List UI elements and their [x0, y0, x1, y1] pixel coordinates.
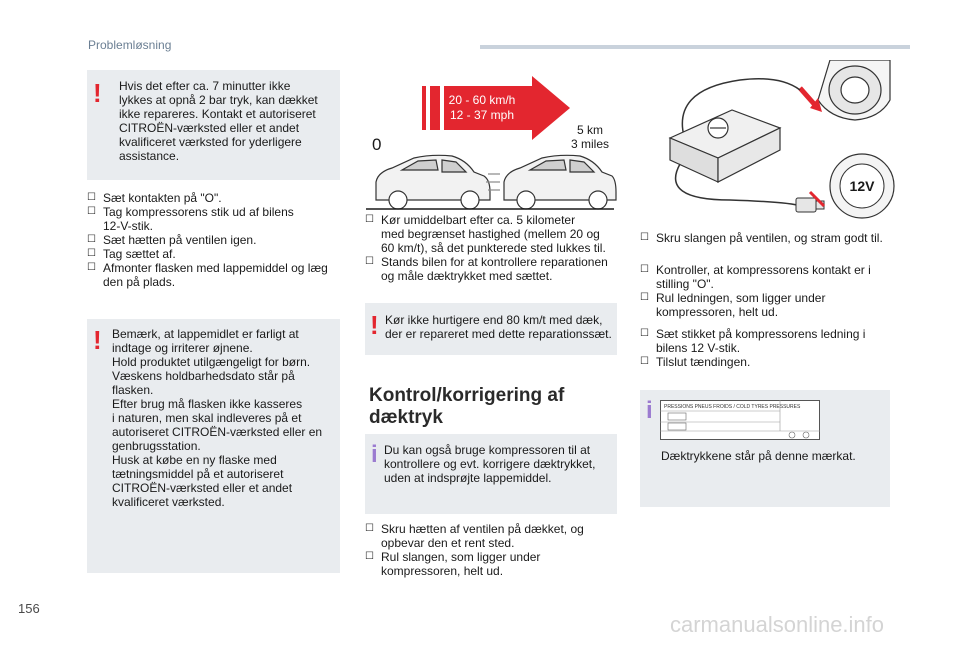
warning-icon: !	[93, 325, 102, 355]
checkbox-icon: ☐	[365, 256, 374, 267]
list-item: ☐ Skru slangen på ventilen, og stram godt til.	[640, 231, 883, 245]
section-title: Problemløsning	[88, 38, 172, 52]
list-item: ☐ Sæt hætten på ventilen igen.	[87, 233, 257, 247]
list-item: ☐ Stands bilen for at kontrollere reparationen og måle dæktrykket med sættet.	[365, 255, 608, 283]
compressor-icon	[670, 110, 780, 182]
checkbox-icon: ☐	[640, 292, 649, 303]
info-icon: i	[371, 441, 378, 468]
checkbox-icon: ☐	[87, 248, 96, 259]
info-box-label	[640, 390, 890, 507]
info-box-compressor	[365, 434, 617, 514]
list-item: ☐ Tag sættet af.	[87, 247, 176, 261]
steps-list-hose	[640, 231, 905, 245]
warning-icon: !	[370, 310, 379, 340]
page-number: 156	[18, 601, 40, 616]
info-icon: i	[646, 397, 653, 424]
distance-miles-label: 3 miles	[570, 137, 610, 151]
car-icon	[486, 155, 616, 209]
list-item: ☐ Kør umiddelbart efter ca. 5 kilometer med begrænset hastighed (mellem 20 og 60 km/t), så det punkterede sted lukkes til.	[365, 213, 606, 255]
warning-box-pressure	[87, 70, 340, 180]
warning-text: Hvis det efter ca. 7 minutter ikke lykkes at opnå 2 bar tryk, kan dækket ikke repareres. Kontakt et autoriseret CITROËN-værksted eller et andet kvalificeret værksted for yderligere assistance.	[119, 79, 318, 163]
list-item: ☐ Rul ledningen, som ligger under kompressoren, helt ud.	[640, 291, 826, 319]
start-label: 0	[372, 135, 382, 154]
checkbox-icon: ☐	[640, 264, 649, 275]
list-item: ☐ Afmonter flasken med lappemiddel og læg den på plads.	[87, 261, 328, 289]
list-item: ☐ Rul slangen, som ligger under kompressoren, helt ud.	[365, 550, 541, 578]
checkbox-icon: ☐	[87, 262, 96, 273]
list-item: ☐ Tilslut tændingen.	[640, 355, 751, 369]
warning-box-speed	[365, 303, 617, 355]
speed-distance-figure	[362, 70, 617, 210]
speed-kmh-label: 20 - 60 km/h	[448, 93, 516, 107]
checkbox-icon: ☐	[87, 234, 96, 245]
warning-text: Bemærk, at lappemidlet er farligt at indtage og irriterer øjnene. Hold produktet utilgængeligt for børn. Væskens holdbarhedsdato står på flasken. Efter brug må flasken ikke kasseres i naturen, men skal indleveres på et autoriseret CITROËN-værksted eller en genbrugsstation. Husk at købe en ny flaske med tætningsmiddel på et autoriseret CITROËN-værksted eller et andet kvalificeret værksted.	[112, 327, 323, 509]
watermark: carmanualsonline.info	[670, 612, 885, 637]
socket-12v-icon	[830, 154, 894, 218]
checkbox-icon: ☐	[87, 206, 96, 217]
start-marker	[422, 86, 426, 130]
warning-icon: !	[93, 78, 102, 108]
arrow-band	[430, 86, 440, 130]
steps-list-drive	[365, 213, 615, 283]
steps-list-plug	[640, 327, 905, 369]
info-text: Dæktrykkene står på denne mærkat.	[661, 449, 856, 463]
steps-list-finish	[87, 191, 342, 289]
list-item: ☐ Tag kompressorens stik ud af bilens 12-V-stik.	[87, 205, 294, 233]
list-item: ☐ Sæt stikket på kompressorens ledning i bilens 12 V-stik.	[640, 327, 866, 355]
steps-list-valve	[365, 522, 615, 578]
warning-box-sealant	[87, 319, 340, 573]
list-item: ☐ Skru hætten af ventilen på dækket, og opbevar den et rent sted.	[365, 522, 584, 550]
socket-label: 12V	[849, 178, 875, 194]
checkbox-icon: ☐	[640, 328, 649, 339]
list-item: ☐ Kontroller, at kompressorens kontakt er i stilling "O".	[640, 263, 871, 291]
car-icon	[376, 155, 490, 209]
checkbox-icon: ☐	[87, 192, 96, 203]
tyre-icon	[818, 60, 890, 120]
steps-list-switch	[640, 263, 905, 319]
header-divider	[480, 45, 910, 49]
checkbox-icon: ☐	[640, 356, 649, 367]
speed-mph-label: 12 - 37 mph	[449, 108, 515, 122]
tyre-pressure-sticker	[660, 400, 820, 440]
checkbox-icon: ☐	[640, 232, 649, 243]
checkbox-icon: ☐	[365, 214, 374, 225]
section-heading: Kontrol/korrigering af dæktryk	[369, 385, 565, 428]
list-item: ☐ Sæt kontakten på "O".	[87, 191, 222, 205]
info-text: Du kan også bruge kompressoren til at kontrollere og evt. korrigere dæktrykket, uden at indsprøjte lappemiddel.	[384, 443, 596, 485]
sticker-title: PRESSIONS PNEUS FROIDS / COLD TYRES PRESSURES	[664, 404, 801, 410]
valve-arrow-icon	[800, 88, 815, 105]
checkbox-icon: ☐	[365, 523, 374, 534]
distance-km-label: 5 km	[576, 123, 604, 137]
checkbox-icon: ☐	[365, 551, 374, 562]
compressor-figure	[640, 60, 900, 220]
warning-text: Kør ikke hurtigere end 80 km/t med dæk, der er repareret med dette reparationssæt.	[385, 313, 612, 341]
